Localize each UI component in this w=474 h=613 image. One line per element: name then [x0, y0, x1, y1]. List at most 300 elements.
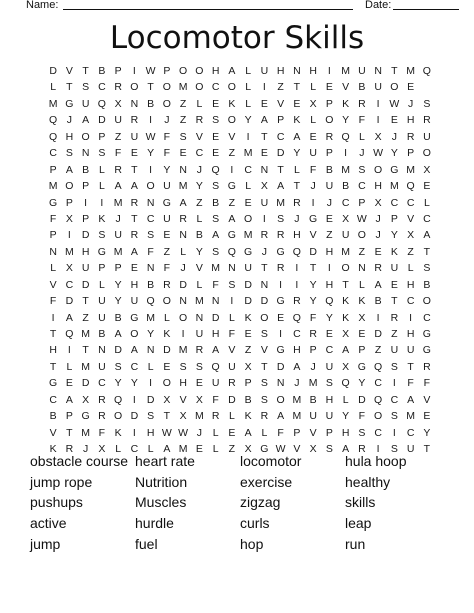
grid-letter[interactable]: D — [130, 410, 139, 423]
grid-letter[interactable]: L — [423, 196, 430, 209]
grid-letter[interactable]: T — [131, 212, 138, 225]
grid-letter[interactable]: E — [65, 377, 73, 390]
grid-letter[interactable]: L — [98, 278, 105, 291]
grid-letter[interactable]: X — [244, 443, 252, 456]
grid-letter[interactable]: O — [341, 262, 350, 275]
grid-letter[interactable]: V — [195, 262, 203, 275]
grid-letter[interactable]: F — [147, 245, 154, 258]
grid-letter[interactable]: V — [228, 344, 236, 357]
grid-letter[interactable]: N — [49, 245, 57, 258]
grid-letter[interactable]: X — [358, 311, 366, 324]
grid-letter[interactable]: I — [376, 443, 380, 456]
grid-letter[interactable]: W — [275, 443, 286, 456]
grid-letter[interactable]: N — [179, 295, 187, 308]
grid-letter[interactable]: E — [130, 147, 138, 160]
grid-letter[interactable]: P — [49, 229, 57, 242]
grid-letter[interactable]: D — [65, 295, 74, 308]
grid-letter[interactable]: D — [81, 229, 90, 242]
grid-letter[interactable]: X — [65, 262, 73, 275]
grid-letter[interactable]: E — [212, 147, 220, 160]
grid-letter[interactable]: S — [260, 377, 268, 390]
grid-letter[interactable]: Q — [97, 97, 106, 110]
grid-letter[interactable]: X — [374, 196, 382, 209]
grid-letter[interactable]: S — [228, 278, 236, 291]
grid-letter[interactable]: S — [390, 410, 398, 423]
grid-letter[interactable]: E — [423, 180, 431, 193]
grid-letter[interactable]: G — [276, 245, 285, 258]
grid-letter[interactable]: U — [211, 377, 220, 390]
grid-letter[interactable]: H — [325, 393, 334, 406]
grid-letter[interactable]: P — [325, 147, 333, 160]
grid-letter[interactable]: H — [406, 114, 415, 127]
grid-letter[interactable]: Z — [374, 344, 382, 357]
grid-letter[interactable]: H — [325, 245, 334, 258]
grid-letter[interactable]: H — [130, 278, 139, 291]
grid-letter[interactable]: E — [293, 97, 301, 110]
grid-letter[interactable]: M — [292, 393, 302, 406]
grid-letter[interactable]: S — [212, 180, 220, 193]
grid-letter[interactable]: D — [146, 393, 155, 406]
grid-letter[interactable]: A — [293, 360, 301, 373]
grid-letter[interactable]: C — [390, 196, 399, 209]
grid-letter[interactable]: X — [163, 393, 171, 406]
grid-letter[interactable]: R — [325, 130, 334, 143]
grid-letter[interactable]: K — [114, 426, 122, 439]
grid-letter[interactable]: E — [325, 328, 333, 340]
grid-letter[interactable]: I — [149, 163, 153, 176]
grid-letter[interactable]: I — [149, 114, 153, 127]
grid-letter[interactable]: K — [244, 311, 252, 324]
grid-letter[interactable]: O — [195, 65, 204, 77]
grid-letter[interactable]: M — [406, 410, 415, 423]
grid-letter[interactable]: E — [374, 245, 382, 258]
grid-letter[interactable]: G — [227, 229, 236, 242]
grid-letter[interactable]: D — [244, 278, 252, 291]
grid-letter[interactable]: G — [130, 311, 139, 324]
grid-letter[interactable]: I — [279, 328, 283, 340]
grid-letter[interactable]: C — [49, 147, 57, 160]
grid-letter[interactable]: C — [195, 147, 204, 160]
grid-letter[interactable]: Z — [163, 245, 171, 258]
grid-letter[interactable]: F — [423, 377, 431, 390]
grid-letter[interactable]: E — [260, 147, 268, 160]
grid-letter[interactable]: S — [114, 360, 122, 373]
grid-letter[interactable]: Y — [244, 114, 252, 127]
grid-letter[interactable]: Y — [358, 377, 366, 390]
grid-letter[interactable]: R — [374, 262, 382, 275]
grid-letter[interactable]: Q — [374, 393, 383, 406]
grid-letter[interactable]: M — [341, 65, 350, 77]
grid-letter[interactable]: D — [244, 295, 252, 308]
grid-letter[interactable]: D — [179, 278, 187, 291]
grid-letter[interactable]: V — [49, 278, 57, 291]
grid-letter[interactable]: L — [245, 81, 252, 94]
grid-letter[interactable]: F — [163, 130, 171, 143]
grid-letter[interactable]: C — [276, 130, 285, 143]
grid-letter[interactable]: I — [230, 163, 234, 176]
grid-letter[interactable]: O — [374, 410, 383, 423]
grid-letter[interactable]: M — [341, 163, 350, 176]
name-blank-line[interactable] — [63, 9, 353, 10]
grid-letter[interactable]: I — [392, 377, 396, 390]
grid-letter[interactable]: S — [358, 426, 366, 439]
grid-letter[interactable]: C — [406, 295, 415, 308]
grid-letter[interactable]: S — [212, 245, 220, 258]
grid-letter[interactable]: I — [132, 65, 136, 77]
grid-letter[interactable]: T — [261, 262, 268, 275]
grid-letter[interactable]: L — [196, 212, 203, 225]
grid-letter[interactable]: A — [260, 114, 268, 127]
grid-letter[interactable]: E — [179, 147, 187, 160]
grid-letter[interactable]: E — [260, 97, 268, 110]
grid-letter[interactable]: R — [130, 114, 139, 127]
grid-letter[interactable]: V — [228, 130, 236, 143]
grid-letter[interactable]: A — [423, 229, 431, 242]
grid-letter[interactable]: T — [391, 65, 398, 77]
grid-letter[interactable]: Z — [228, 196, 236, 209]
grid-letter[interactable]: A — [179, 196, 187, 209]
grid-letter[interactable]: E — [163, 229, 171, 242]
grid-letter[interactable]: R — [260, 229, 269, 242]
grid-letter[interactable]: V — [407, 212, 415, 225]
grid-letter[interactable]: Z — [358, 245, 366, 258]
grid-letter[interactable]: V — [195, 130, 203, 143]
grid-letter[interactable]: U — [390, 262, 399, 275]
grid-letter[interactable]: O — [114, 410, 123, 423]
grid-letter[interactable]: N — [146, 196, 155, 209]
grid-letter[interactable]: N — [146, 262, 155, 275]
grid-letter[interactable]: Y — [130, 377, 138, 390]
grid-letter[interactable]: G — [390, 163, 399, 176]
grid-letter[interactable]: N — [374, 65, 382, 77]
grid-letter[interactable]: Q — [65, 328, 74, 340]
grid-letter[interactable]: M — [195, 295, 204, 308]
grid-letter[interactable]: U — [325, 410, 334, 423]
grid-letter[interactable]: J — [310, 180, 316, 193]
grid-letter[interactable]: U — [98, 295, 106, 308]
grid-letter[interactable]: M — [195, 410, 204, 423]
grid-letter[interactable]: C — [146, 212, 155, 225]
grid-letter[interactable]: J — [115, 212, 121, 225]
grid-letter[interactable]: J — [408, 97, 414, 110]
grid-letter[interactable]: L — [50, 81, 57, 94]
grid-letter[interactable]: R — [228, 377, 236, 390]
grid-letter[interactable]: S — [325, 377, 333, 390]
grid-letter[interactable]: K — [358, 295, 366, 308]
grid-letter[interactable]: F — [49, 212, 57, 225]
grid-letter[interactable]: U — [406, 443, 415, 456]
grid-letter[interactable]: P — [244, 377, 252, 390]
grid-letter[interactable]: A — [244, 426, 252, 439]
grid-letter[interactable]: J — [164, 114, 170, 127]
grid-letter[interactable]: X — [98, 443, 106, 456]
grid-letter[interactable]: Q — [49, 130, 58, 143]
grid-letter[interactable]: B — [195, 229, 203, 242]
grid-letter[interactable]: U — [81, 97, 90, 110]
grid-letter[interactable]: J — [83, 443, 89, 456]
grid-letter[interactable]: H — [211, 65, 220, 77]
grid-letter[interactable]: A — [163, 443, 171, 456]
grid-letter[interactable]: W — [373, 147, 384, 160]
grid-letter[interactable]: Y — [114, 295, 122, 308]
grid-letter[interactable]: H — [49, 344, 57, 357]
grid-letter[interactable]: C — [406, 426, 415, 439]
grid-letter[interactable]: D — [228, 393, 236, 406]
grid-letter[interactable]: R — [390, 311, 399, 324]
grid-letter[interactable]: X — [342, 328, 350, 340]
grid-letter[interactable]: F — [163, 147, 171, 160]
grid-letter[interactable]: C — [293, 328, 301, 340]
grid-letter[interactable]: R — [98, 410, 106, 423]
grid-letter[interactable]: U — [406, 344, 415, 357]
grid-letter[interactable]: C — [406, 196, 415, 209]
grid-letter[interactable]: U — [341, 229, 350, 242]
grid-letter[interactable]: S — [390, 360, 398, 373]
grid-letter[interactable]: X — [309, 97, 317, 110]
grid-letter[interactable]: W — [161, 426, 172, 439]
grid-letter[interactable]: P — [65, 410, 73, 423]
grid-letter[interactable]: O — [422, 295, 431, 308]
grid-letter[interactable]: M — [178, 180, 188, 193]
grid-letter[interactable]: B — [423, 278, 431, 291]
grid-letter[interactable]: H — [65, 130, 74, 143]
grid-letter[interactable]: C — [374, 377, 382, 390]
grid-letter[interactable]: H — [406, 328, 415, 340]
grid-letter[interactable]: T — [391, 295, 398, 308]
grid-letter[interactable]: E — [325, 81, 333, 94]
grid-letter[interactable]: F — [309, 311, 317, 324]
grid-letter[interactable]: A — [407, 393, 415, 406]
grid-letter[interactable]: T — [147, 81, 154, 94]
grid-letter[interactable]: M — [81, 360, 90, 373]
grid-letter[interactable]: A — [212, 229, 220, 242]
grid-letter[interactable]: J — [310, 360, 316, 373]
grid-letter[interactable]: B — [374, 295, 382, 308]
grid-letter[interactable]: X — [374, 130, 382, 143]
grid-letter[interactable]: U — [163, 180, 171, 193]
grid-letter[interactable]: J — [326, 196, 332, 209]
grid-letter[interactable]: M — [113, 196, 123, 209]
grid-letter[interactable]: Q — [341, 130, 350, 143]
grid-letter[interactable]: D — [276, 360, 285, 373]
grid-letter[interactable]: K — [342, 97, 350, 110]
grid-letter[interactable]: L — [261, 426, 268, 439]
grid-letter[interactable]: D — [309, 245, 317, 258]
grid-letter[interactable]: J — [196, 426, 202, 439]
grid-letter[interactable]: X — [114, 97, 122, 110]
grid-letter[interactable]: H — [179, 377, 187, 390]
grid-letter[interactable]: D — [98, 114, 106, 127]
grid-letter[interactable]: M — [178, 81, 188, 94]
grid-letter[interactable]: Q — [422, 65, 431, 77]
grid-letter[interactable]: M — [341, 245, 350, 258]
grid-letter[interactable]: N — [228, 262, 236, 275]
grid-letter[interactable]: V — [293, 443, 301, 456]
grid-letter[interactable]: D — [358, 393, 366, 406]
grid-letter[interactable]: U — [98, 360, 106, 373]
grid-letter[interactable]: A — [130, 180, 138, 193]
grid-letter[interactable]: K — [244, 410, 252, 423]
grid-letter[interactable]: Y — [309, 295, 317, 308]
grid-letter[interactable]: N — [276, 377, 285, 390]
grid-letter[interactable]: L — [228, 410, 235, 423]
grid-letter[interactable]: Y — [114, 278, 122, 291]
grid-letter[interactable]: M — [81, 426, 90, 439]
grid-letter[interactable]: Q — [406, 180, 415, 193]
grid-letter[interactable]: T — [309, 262, 317, 275]
grid-letter[interactable]: H — [293, 229, 301, 242]
grid-letter[interactable]: B — [114, 311, 122, 324]
grid-letter[interactable]: I — [262, 212, 266, 225]
grid-letter[interactable]: A — [374, 278, 382, 291]
grid-letter[interactable]: U — [98, 311, 106, 324]
grid-letter[interactable]: E — [390, 278, 398, 291]
grid-letter[interactable]: R — [65, 443, 74, 456]
grid-letter[interactable]: Q — [341, 377, 350, 390]
grid-letter[interactable]: F — [98, 426, 106, 439]
grid-letter[interactable]: T — [82, 344, 89, 357]
grid-letter[interactable]: I — [100, 196, 104, 209]
grid-letter[interactable]: I — [132, 393, 136, 406]
grid-letter[interactable]: L — [147, 360, 154, 373]
grid-letter[interactable]: Q — [292, 311, 301, 324]
grid-letter[interactable]: K — [293, 114, 301, 127]
grid-letter[interactable]: T — [82, 295, 89, 308]
grid-letter[interactable]: F — [228, 328, 236, 340]
grid-letter[interactable]: P — [163, 65, 171, 77]
grid-letter[interactable]: A — [65, 163, 73, 176]
grid-letter[interactable]: W — [145, 130, 156, 143]
grid-letter[interactable]: D — [163, 344, 171, 357]
grid-letter[interactable]: I — [327, 262, 331, 275]
grid-letter[interactable]: D — [114, 344, 122, 357]
grid-letter[interactable]: Y — [293, 147, 301, 160]
grid-letter[interactable]: H — [276, 65, 285, 77]
grid-letter[interactable]: E — [244, 196, 252, 209]
grid-letter[interactable]: H — [81, 245, 90, 258]
grid-letter[interactable]: L — [310, 114, 317, 127]
grid-letter[interactable]: I — [311, 196, 315, 209]
grid-letter[interactable]: B — [244, 393, 252, 406]
grid-letter[interactable]: T — [261, 130, 268, 143]
grid-letter[interactable]: R — [293, 295, 301, 308]
grid-letter[interactable]: M — [81, 328, 90, 340]
grid-letter[interactable]: E — [228, 426, 236, 439]
grid-letter[interactable]: I — [230, 295, 234, 308]
grid-letter[interactable]: F — [309, 163, 317, 176]
grid-letter[interactable]: C — [358, 180, 366, 193]
grid-letter[interactable]: G — [97, 245, 106, 258]
grid-letter[interactable]: L — [310, 81, 317, 94]
grid-letter[interactable]: G — [422, 344, 431, 357]
grid-letter[interactable]: O — [162, 377, 171, 390]
grid-letter[interactable]: J — [375, 229, 381, 242]
grid-letter[interactable]: A — [212, 344, 220, 357]
grid-letter[interactable]: A — [82, 114, 90, 127]
grid-letter[interactable]: K — [390, 245, 398, 258]
grid-letter[interactable]: S — [358, 163, 366, 176]
grid-letter[interactable]: T — [49, 328, 57, 340]
grid-letter[interactable]: G — [309, 212, 318, 225]
grid-letter[interactable]: O — [244, 212, 253, 225]
grid-letter[interactable]: O — [390, 81, 399, 94]
grid-letter[interactable]: N — [146, 344, 155, 357]
grid-letter[interactable]: X — [260, 180, 268, 193]
grid-letter[interactable]: A — [114, 180, 122, 193]
grid-letter[interactable]: M — [406, 163, 415, 176]
grid-letter[interactable]: I — [344, 147, 348, 160]
grid-letter[interactable]: C — [244, 163, 252, 176]
grid-letter[interactable]: D — [49, 65, 57, 77]
grid-letter[interactable]: G — [162, 196, 171, 209]
grid-letter[interactable]: F — [163, 262, 171, 275]
grid-letter[interactable]: L — [245, 65, 252, 77]
grid-letter[interactable]: N — [260, 278, 269, 291]
grid-letter[interactable]: V — [49, 426, 57, 439]
grid-letter[interactable]: V — [65, 65, 73, 77]
grid-letter[interactable]: H — [406, 278, 415, 291]
grid-letter[interactable]: X — [244, 360, 252, 373]
grid-letter[interactable]: C — [325, 344, 334, 357]
grid-letter[interactable]: I — [132, 426, 136, 439]
grid-letter[interactable]: L — [342, 393, 349, 406]
grid-letter[interactable]: I — [51, 311, 55, 324]
grid-letter[interactable]: R — [179, 212, 187, 225]
grid-letter[interactable]: W — [145, 65, 156, 77]
grid-letter[interactable]: R — [195, 114, 204, 127]
grid-letter[interactable]: A — [228, 212, 236, 225]
grid-letter[interactable]: O — [276, 393, 285, 406]
grid-letter[interactable]: R — [98, 393, 106, 406]
grid-letter[interactable]: L — [147, 443, 154, 456]
grid-letter[interactable]: M — [292, 410, 302, 423]
grid-letter[interactable]: X — [195, 393, 203, 406]
grid-letter[interactable]: W — [178, 426, 189, 439]
grid-letter[interactable]: V — [179, 393, 187, 406]
grid-letter[interactable]: O — [162, 81, 171, 94]
grid-letter[interactable]: B — [342, 180, 350, 193]
grid-letter[interactable]: T — [82, 65, 89, 77]
grid-letter[interactable]: R — [358, 97, 366, 110]
grid-letter[interactable]: U — [423, 130, 431, 143]
grid-letter[interactable]: N — [130, 97, 139, 110]
grid-letter[interactable]: M — [308, 377, 318, 390]
grid-letter[interactable]: N — [81, 147, 90, 160]
grid-letter[interactable]: N — [98, 344, 106, 357]
grid-letter[interactable]: I — [295, 278, 299, 291]
grid-letter[interactable]: K — [163, 328, 171, 340]
grid-letter[interactable]: J — [294, 212, 300, 225]
grid-letter[interactable]: E — [212, 130, 220, 143]
grid-letter[interactable]: C — [341, 196, 350, 209]
grid-letter[interactable]: T — [163, 410, 171, 423]
grid-letter[interactable]: I — [279, 278, 283, 291]
grid-letter[interactable]: G — [65, 97, 74, 110]
grid-letter[interactable]: R — [130, 196, 139, 209]
grid-letter[interactable]: L — [358, 130, 365, 143]
grid-letter[interactable]: T — [277, 163, 284, 176]
grid-letter[interactable]: C — [211, 81, 220, 94]
grid-letter[interactable]: I — [149, 377, 153, 390]
grid-letter[interactable]: L — [66, 360, 73, 373]
grid-letter[interactable]: U — [244, 262, 252, 275]
grid-letter[interactable]: Z — [196, 196, 203, 209]
grid-letter[interactable]: C — [390, 393, 399, 406]
grid-letter[interactable]: O — [130, 328, 139, 340]
grid-letter[interactable]: I — [84, 196, 88, 209]
grid-letter[interactable]: E — [325, 212, 333, 225]
grid-letter[interactable]: E — [212, 97, 220, 110]
